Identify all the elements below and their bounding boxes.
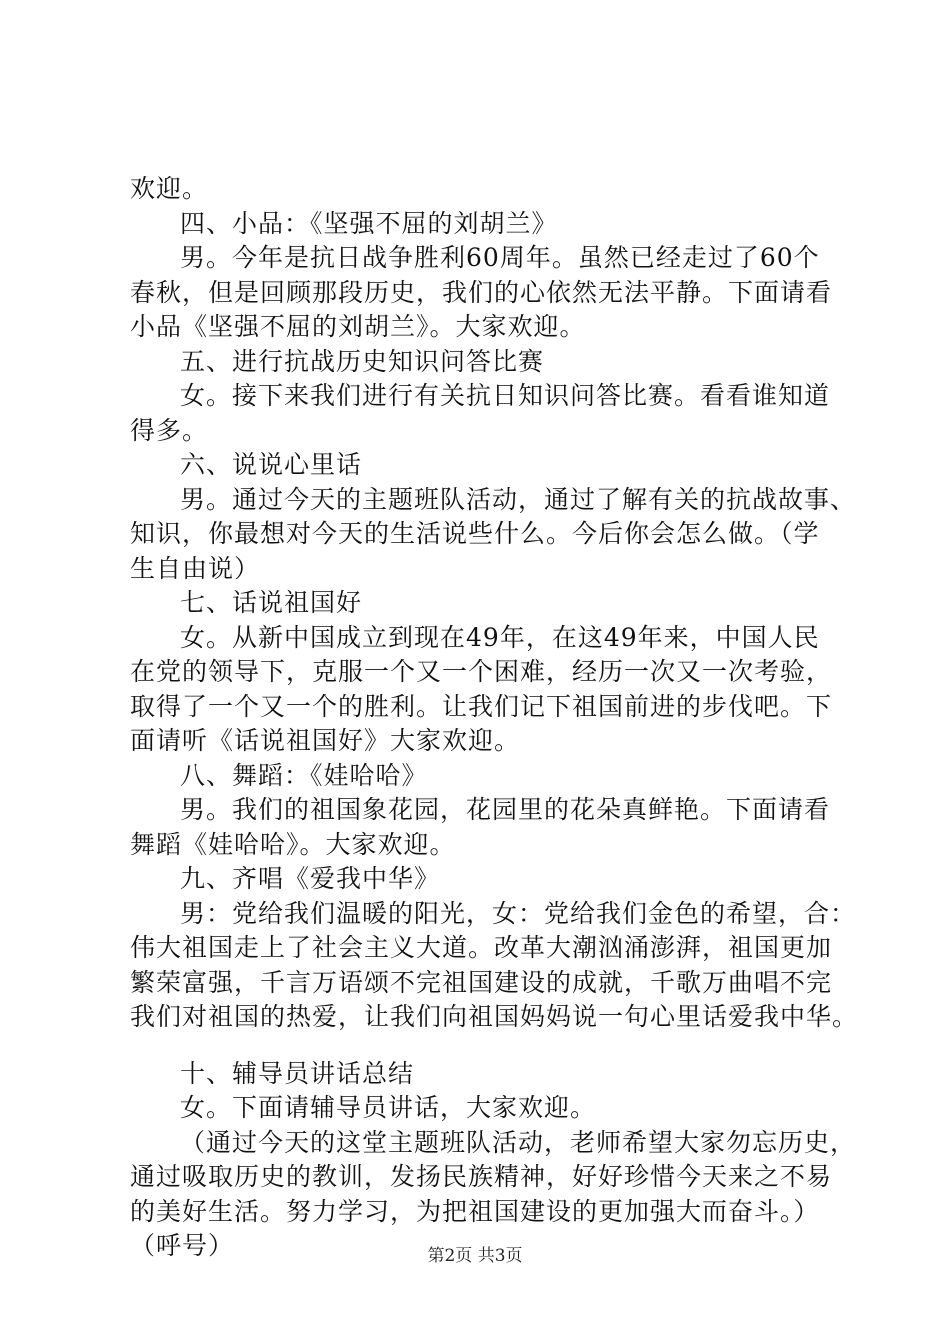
text-line: 男。今年是抗日战争胜利60周年。虽然已经走过了60个 xyxy=(180,243,820,272)
text-line: 的美好生活。努力学习，为把祖国建设的更加强大而奋斗。） xyxy=(130,1196,820,1226)
text-line: 得多。 xyxy=(130,415,209,445)
text-line: 男。我们的祖国象花园，花园里的花朵真鲜艳。下面请看 xyxy=(180,795,831,824)
text-line: 七、话说祖国好 xyxy=(180,588,363,617)
text-line: 五、进行抗战历史知识问答比赛 xyxy=(180,346,545,376)
paragraph-gap xyxy=(130,1035,852,1057)
text-line: 女。下面请辅导员讲话，大家欢迎。 xyxy=(180,1093,597,1122)
text-line: 春秋，但是回顾那段历史，我们的心依然无法平静。下面请看 xyxy=(130,277,833,307)
text-line: 男：党给我们温暖的阳光，女：党给我们金色的希望，合： xyxy=(180,898,857,928)
text-line: （呼号） xyxy=(130,1231,235,1260)
text-line: 男。通过今天的主题班队活动，通过了解有关的抗战故事、 xyxy=(180,484,857,514)
text-line: 女。接下来我们进行有关抗日知识问答比赛。看看谁知道 xyxy=(180,381,831,410)
text-line: 取得了一个又一个的胜利。让我们记下祖国前进的步伐吧。下 xyxy=(130,691,833,721)
text-line: 欢迎。 xyxy=(130,174,209,203)
text-line: 六、说说心里话 xyxy=(180,450,363,479)
text-line: 舞蹈《娃哈哈》。大家欢迎。 xyxy=(130,829,456,859)
document-body xyxy=(130,172,859,1264)
text-line: 在党的领导下，克服一个又一个困难，经历一次又一次考验， xyxy=(130,657,833,686)
page-number-footer: 第2页 共3页 xyxy=(427,1246,523,1266)
text-line: 生自由说） xyxy=(130,553,261,583)
text-line: 面请听《话说祖国好》大家欢迎。 xyxy=(130,726,521,755)
text-line: 十、辅导员讲话总结 xyxy=(180,1058,415,1088)
text-line: 九、齐唱《爱我中华》 xyxy=(180,864,441,893)
text-line: 伟大祖国走上了社会主义大道。改革大潮汹涌澎湃，祖国更加 xyxy=(130,933,833,962)
text-line: 八、舞蹈：《娃哈哈》 xyxy=(180,760,428,790)
text-line: 我们对祖国的热爱，让我们向祖国妈妈说一句心里话爱我中华。 xyxy=(130,1002,859,1031)
text-line: 知识，你最想对今天的生活说些什么。今后你会怎么做。（学 xyxy=(130,519,820,548)
text-line: 繁荣富强，千言万语颂不完祖国建设的成就，千歌万曲唱不完 xyxy=(130,967,833,997)
text-line: 四、小品：《坚强不屈的刘胡兰》 xyxy=(180,208,558,238)
text-line: 女。从新中国成立到现在49年，在这49年来，中国人民 xyxy=(180,622,820,652)
text-line: 通过吸取历史的教训，发扬民族精神，好好珍惜今天来之不易 xyxy=(130,1162,833,1191)
text-line: 小品《坚强不屈的刘胡兰》。大家欢迎。 xyxy=(130,312,586,341)
text-line: （通过今天的这堂主题班队活动，老师希望大家勿忘历史， xyxy=(180,1127,857,1157)
